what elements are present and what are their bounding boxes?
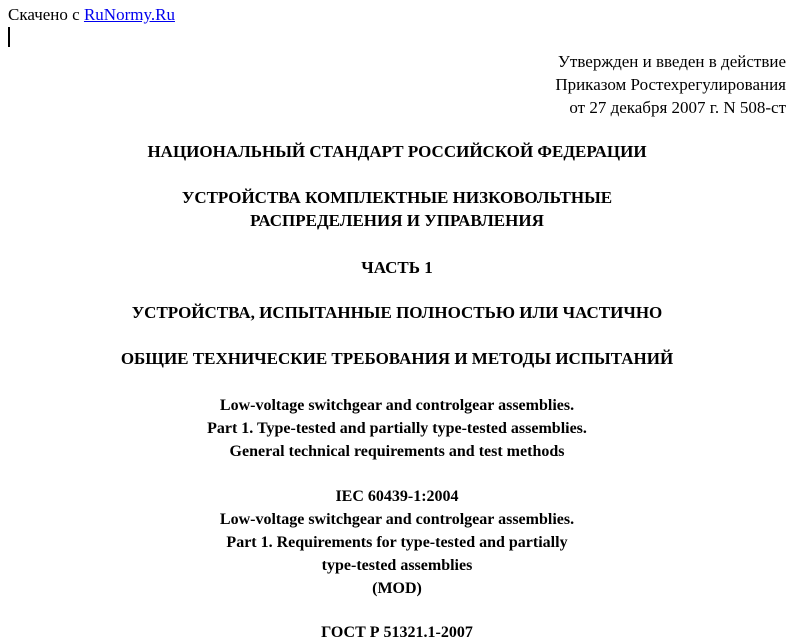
english-title-line-2: Part 1. Type-tested and partially type-tested assemblies. — [207, 420, 587, 437]
standard-name-line-2: РАСПРЕДЕЛЕНИЯ И УПРАВЛЕНИЯ — [250, 211, 544, 230]
download-source-line — [8, 5, 175, 25]
english-title-block — [0, 394, 794, 463]
iec-code: IEC 60439-1:2004 — [335, 488, 459, 505]
iec-modification: (MOD) — [372, 580, 422, 597]
iec-title-line-3: type-tested assemblies — [321, 557, 473, 574]
english-title-line-1: Low-voltage switchgear and controlgear assemblies. — [219, 397, 575, 414]
standard-name-heading — [0, 186, 794, 232]
approval-line-1: Утвержден и введен в действие — [557, 52, 786, 71]
iec-title-line-1: Low-voltage switchgear and controlgear assemblies. — [219, 511, 575, 528]
approval-block — [555, 50, 786, 119]
subtitle-heading: УСТРОЙСТВА, ИСПЫТАННЫЕ ПОЛНОСТЬЮ ИЛИ ЧАСТИЧНО — [131, 303, 663, 322]
gost-code: ГОСТ Р 51321.1-2007 — [321, 624, 473, 641]
part-heading: ЧАСТЬ 1 — [361, 258, 433, 277]
runormy-link[interactable]: RuNormy.Ru — [83, 5, 175, 24]
approval-line-3: от 27 декабря 2007 г. N 508-ст — [569, 98, 786, 117]
general-requirements-heading: ОБЩИЕ ТЕХНИЧЕСКИЕ ТРЕБОВАНИЯ И МЕТОДЫ ИСПЫТАНИЙ — [120, 349, 674, 368]
text-cursor — [8, 27, 10, 47]
iec-title-line-2: Part 1. Requirements for type-tested and partially — [226, 534, 568, 551]
iec-block — [0, 485, 794, 600]
standard-name-line-1: УСТРОЙСТВА КОМПЛЕКТНЫЕ НИЗКОВОЛЬТНЫЕ — [181, 188, 613, 207]
national-standard-heading: НАЦИОНАЛЬНЫЙ СТАНДАРТ РОССИЙСКОЙ ФЕДЕРАЦИИ — [147, 142, 647, 161]
downloaded-prefix: Скачено с — [8, 5, 84, 24]
approval-line-2: Приказом Ростехрегулирования — [555, 75, 786, 94]
english-title-line-3: General technical requirements and test methods — [229, 443, 565, 460]
